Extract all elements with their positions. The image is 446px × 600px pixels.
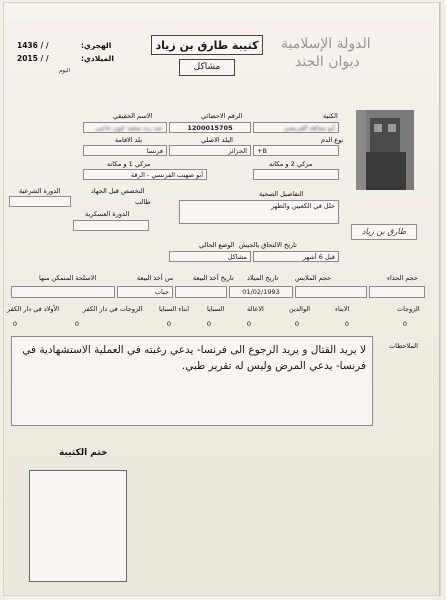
clothes-size-field [295, 286, 367, 298]
household-count: 0 [246, 320, 252, 328]
logo-line1: الدولة الإسلامية [281, 36, 371, 52]
sharia-course-field [9, 196, 71, 207]
dob-label: تاريخ الميلاد [247, 274, 279, 282]
specialty-label: التخصص قبل الجهاد [91, 187, 145, 195]
kunya-label: الكنية [323, 112, 338, 120]
military-course-label: الدورة العسكرية [85, 210, 130, 218]
handwritten-name: طارق بن زياد [351, 224, 417, 240]
bayah-from-label: من أخذ البيعة [137, 274, 174, 282]
captive-sons-count: 0 [166, 320, 172, 328]
join-date-label: تاريخ الالتحاق بالجيش [239, 241, 297, 249]
notes-line2: فرنسا- يدعي المرض وليس له تقرير طبي. [181, 360, 366, 372]
kunya-field: أبو مجاهد الفرنسي [253, 122, 339, 133]
stamp-box [29, 470, 127, 582]
referrer2-field [253, 169, 339, 180]
blood-label: نوع الدم [321, 136, 344, 144]
referrer-field: أبو صهيب الفرنسي - الرقة [83, 169, 207, 180]
weapons-field [11, 286, 115, 298]
stat-no-field: 1200015705 [169, 122, 251, 133]
health-field: خلل في الكعبين والظهر [179, 200, 339, 224]
notes-line1: لا يريد القتال و يريد الرجوع الى فرنسا- يدعي رغبته في العملية الاستشهادية في [22, 344, 366, 356]
bayah-from-field: خباب [117, 286, 173, 298]
day-label: اليوم [59, 68, 71, 74]
stamp-label: ختم الكتيبة [59, 448, 108, 458]
notes-field [11, 336, 373, 426]
clothes-size-label: حجم الملابس [295, 274, 332, 282]
real-name-label: الاسم الحقيقي [113, 112, 153, 120]
sharia-course-label: الدورة الشرعية [19, 187, 61, 195]
wives-count: 0 [402, 320, 408, 328]
sons-count: 0 [344, 320, 350, 328]
scan-edge [439, 2, 440, 596]
residence-label: بلد الاقامة [115, 136, 143, 144]
origin-field: الجزائر [169, 145, 251, 156]
dob-field: 01/02/1993 [229, 286, 293, 298]
gregorian-label: الميلادي: [81, 54, 114, 63]
referrer1-label: مزكي 1 و مكانه [107, 160, 151, 168]
current-status-field: مشاكل [169, 251, 251, 262]
captives-count: 0 [206, 320, 212, 328]
battalion-title: كتيبة طارق بن زياد [151, 35, 263, 55]
blood-field: +B [253, 145, 339, 156]
notes-label: الملاحظات [389, 342, 418, 350]
weapons-label: الاسلحة المتمكن منها [39, 274, 97, 282]
residence-field: فرنسا [83, 145, 167, 156]
parents-label: الوالدين [289, 305, 311, 313]
captive-sons-label: ابناء السبايا [159, 305, 189, 313]
household-label: الاعالة [247, 305, 264, 313]
bayah-date-field [175, 286, 227, 298]
captives-label: السبايا [207, 305, 225, 313]
children-in-kufr-count: 0 [12, 320, 18, 328]
hijri-label: الهجري: [81, 41, 112, 50]
parents-count: 0 [294, 320, 300, 328]
hijri-date: 1436 / / [17, 41, 49, 50]
section-title: مشاكل [179, 59, 235, 76]
real-name-field: عبد ربه سعيد عون حاجي [83, 122, 167, 133]
children-in-kufr-label: الأولاد في دار الكفر [7, 305, 60, 313]
origin-label: البلد الاصلي [201, 136, 233, 144]
military-course-field [73, 220, 149, 231]
referrer2-label: مزكي 2 و مكانه [269, 160, 313, 168]
bayah-date-label: تاريخ أخذ البيعة [193, 274, 234, 282]
stat-no-label: الرقم الاحصائي [201, 112, 243, 120]
member-photo [356, 110, 414, 190]
sons-label: الابناء [335, 305, 350, 313]
shoe-size-label: حجم الحذاء [387, 274, 418, 282]
document-sheet [3, 2, 441, 596]
gregorian-date: 2015 / / [17, 54, 49, 63]
photo-redacted-icon [356, 110, 414, 190]
specialty-value: طالب [135, 198, 151, 206]
current-status-label: الوضع الحالي [199, 241, 235, 249]
wives-in-kufr-label: الزوجات في دار الكفر [83, 305, 143, 313]
wives-in-kufr-count: 0 [74, 320, 80, 328]
wives-label: الزوجات [397, 305, 420, 313]
logo-line2: ديوان الجند [295, 54, 360, 70]
shoe-size-field [369, 286, 425, 298]
health-label: التفاصيل الصحية [259, 190, 304, 198]
join-date-field: قبل 6 أشهر [253, 251, 339, 262]
